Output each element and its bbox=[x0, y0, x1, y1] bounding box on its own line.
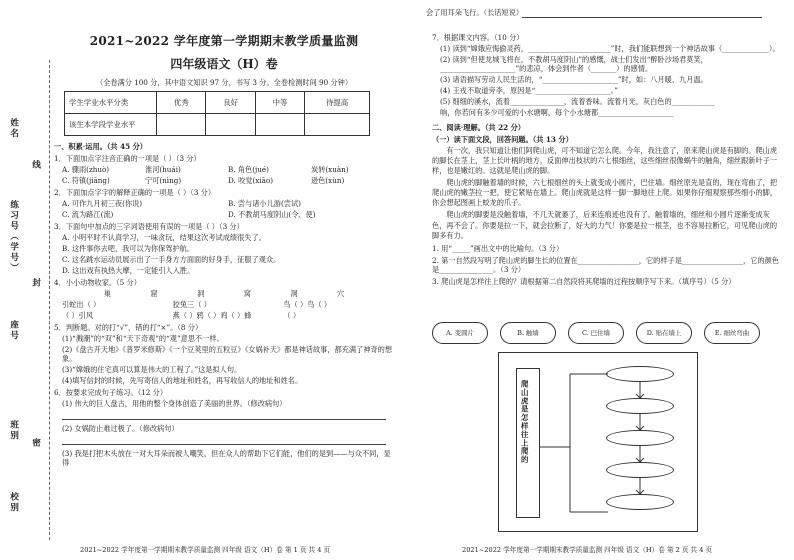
flow-step-2[interactable] bbox=[606, 398, 674, 414]
q1-options-row-1: A. 骤雨(zhuò) 淮河(huái) B. 角色(jué) 炭转(xuàn) bbox=[62, 165, 349, 174]
grade-row-1: 学生学业水平分类 优秀 良好 中等 待提高 bbox=[65, 92, 370, 114]
exam-subtitle: 四年级语文（H）卷 bbox=[170, 57, 278, 71]
step-option-d: D. 贴在墙上 bbox=[636, 322, 692, 344]
step-option-c: C. 巴住墙 bbox=[568, 322, 624, 344]
flow-step-1[interactable] bbox=[606, 366, 674, 382]
school-label: 校别 bbox=[8, 492, 19, 513]
q1-options-row-2: C. 符镇(jiāng) 宁可(nìng) D. 咬觉(xiāo) 逊色(xùn) bbox=[62, 176, 345, 185]
reading-1-heading: （一）读下面文段，回答问题。（共 13 分） bbox=[432, 135, 573, 144]
q6-answer-line-1[interactable] bbox=[62, 410, 386, 420]
reading-question-3: 3. 爬山虎是怎样往上爬的？请根据第二自然段将其爬墙的过程按顺序写下来。（填序号）（5 分） bbox=[432, 276, 736, 286]
q7-item-6: 响，你若问有多少可爱的小水塘啊，每个小水塘都_____________________ bbox=[440, 108, 674, 117]
right-content bbox=[432, 30, 782, 286]
flow-step-5[interactable] bbox=[606, 494, 674, 510]
seat-label: 座号 bbox=[8, 320, 19, 341]
exam-title: 2021~2022 学年度第一学期期末教学质量监测 bbox=[89, 34, 359, 48]
q7-item-2: (2) 读到“但使龙城飞将在，不教胡马度阴山”的感慨，战士们发出“醉卧沙场君莫笑，_____________________”的悲凉，体会到作者（_______）的感情。 bbox=[440, 55, 708, 73]
q3-option-b: B. 这件事你去吧，我可以为你保驾护航。 bbox=[62, 244, 195, 253]
question-6: 6．按要求完成句子练习。（12 分） bbox=[54, 388, 168, 397]
flow-step-4[interactable] bbox=[606, 462, 674, 478]
question-3: 3．下面句中加点的三字词语使用有误的一项是（ ）（3 分） bbox=[54, 222, 244, 231]
passage-paragraph-3: 爬山虎的脚要是没触着墙，不几天就萎了，后来连痕迹也没有了。触着墙的，细丝和小圆片逐渐变成灰色，再不会了。你要是拉一下，就会拉断了，好大的力气！你要是拉一根茎，也不容易拉断它，可见爬山虎的脚多有力。 bbox=[432, 210, 778, 240]
flow-step-3[interactable] bbox=[606, 430, 674, 446]
q6-answer-line-2[interactable] bbox=[62, 435, 386, 445]
q4-blanks-row-2: （ ）引风 燕（ ）鸦（ ）鸡（ ）蜂 （ ） bbox=[62, 311, 301, 320]
passage-paragraph-1: 有一次，我只知道让他们阿爬山虎，可不知道它怎么爬。今年，我注意了，原来爬山虎是有脚的。爬山虎的脚长在茎上，茎上长叶柄的地方，反面伸出枝状的六七根细丝，这些细丝很像蜗牛的触角，细丝跟新叶子一样，也是嫩红的。这就是爬山虎的脚。 bbox=[432, 146, 778, 176]
left-content bbox=[54, 12, 394, 467]
q5-item-1: (1)“溅潮”的“双”和“天下奇观”的“观”意思不一样。 bbox=[62, 334, 224, 343]
flow-label: 爬山虎是怎样往上爬的 bbox=[520, 380, 530, 464]
exam-note: （全卷满分 100 分，其中语文知识 97 分，书写 3 分。全卷检测时间 90 分钟） bbox=[95, 78, 353, 87]
section-2-heading: 二、阅读·理解。（共 22 分） bbox=[432, 123, 525, 132]
q7-item-3: (3) 诸语描写劳动人民生活的，“_____________________”时，如：八月暖、九月温。 bbox=[440, 75, 708, 84]
name-label: 姓名 bbox=[8, 118, 19, 139]
q2-options-row-1: A. 可作九月初三夜(你说) B. 尝与诸小儿游(尝试) bbox=[62, 199, 301, 208]
q3-option-c: C. 这名跳水运动员展示出了一手身方方面面的好身手，征服了观众。 bbox=[62, 255, 281, 264]
carryover-line: 会了用耳朵飞行。（长话短说） bbox=[426, 8, 524, 17]
q6-item-1: (1) 伟大的巨人盘古，用他的整个身体创造了美丽的世界。（修改病句） bbox=[62, 399, 287, 408]
q5-item-4: (4)填写信封的时候，先写寄信人的地址和姓名，再写收信人的地址和姓名。 bbox=[62, 376, 303, 385]
q5-item-3: (3)“嫦娥的住宅真可以算是伟大的工程了。”这是拟人句。 bbox=[62, 365, 242, 374]
grade-table bbox=[64, 91, 370, 136]
q5-item-2: (2)《盘古开天地》《普罗米修斯》《一个豆荚里的五粒豆》《女娲补天》都是神话故事，都充满了神奇的想象。 bbox=[62, 345, 393, 363]
section-1-heading: 一、积累·运用。（共 45 分） bbox=[54, 142, 147, 151]
question-5: 5．判断题。对的打“√”，错的打“×”。（8 分） bbox=[54, 323, 203, 332]
q7-item-4: (4) 王戎不取道旁李，原因是“_____________________。” bbox=[440, 86, 618, 95]
q6-item-2: (2) 女娲防止难过极了。（修改病句） bbox=[62, 424, 179, 433]
dense-label: 密 bbox=[30, 438, 41, 449]
q7-item-5: (5) 细细的溪水，流着_______________，流着香味。流着月光，灰白色的____________ bbox=[440, 97, 715, 106]
step-option-e: E. 细丝弯曲 bbox=[704, 322, 760, 344]
grade-row-2: 该生本学段学业水平 bbox=[65, 114, 370, 136]
question-4: 4．小小动物收家。（5 分） bbox=[54, 278, 141, 287]
q6-item-3: (3) 我是打把木头放在一对大耳朵而被人嘲笑，但在众人的帮助下它们能，他们的是到——与众不同，显得 bbox=[62, 449, 391, 467]
q2-options-row-2: C. 流为路江(流) D. 不教胡马度阴山(令、使) bbox=[62, 210, 316, 219]
reading-question-1: 1. 用“_____”画出文中的比喻句。（3 分） bbox=[432, 243, 564, 253]
passage-paragraph-2: 爬山虎的脚触着墙的时候，六七根细丝的头上就变成小圆片，巴住墙。细丝原先是直的，现在弯曲了，把爬山虎的嫩茎拉一把，使它紧贴在墙上。爬山虎就是这样一脚一脚地往上爬。如果你仔细观察那些细小的脚，你会想起图画上蛟龙的爪子。 bbox=[432, 178, 778, 208]
q4-word-bank: 巢 窟 洞 窝 洞 穴 bbox=[103, 289, 345, 298]
question-1: 1．下面加点字注音正确的一项是（ ）（3 分） bbox=[54, 154, 201, 163]
step-option-a: A. 变圆片 bbox=[432, 322, 488, 344]
seal-label: 封 bbox=[30, 278, 41, 289]
right-footer: 2021~2022 学年度第一学期期末教学质量监测 四年级 语文（H）卷 第 2 页 共 4 页 bbox=[462, 545, 713, 554]
q3-option-d: D. 这出戏有执热大摩，一定能引人入胜。 bbox=[62, 266, 195, 275]
carryover-answer-line[interactable] bbox=[522, 17, 762, 18]
exam-no-label: 练习号（学号） bbox=[8, 200, 19, 274]
class-label: 班别 bbox=[8, 420, 19, 441]
question-2: 2．下面加点字字的解释正确的一项是（ ）（3 分） bbox=[54, 188, 216, 197]
left-footer: 2021~2022 学年度第一学期期末教学质量监测 四年级 语文（H）卷 第 1 页 共 4 页 bbox=[80, 545, 331, 554]
q7-item-1: (1) 读到“嫦娥应悔偷灵药，_______________________”时，我们能联想到一个神话故事（_____________）。 bbox=[440, 44, 780, 53]
line-label: 线 bbox=[30, 160, 41, 171]
step-option-b: B. 触墙 bbox=[500, 322, 556, 344]
q3-option-a: A. 小明平时不认真学习，一味贪玩，结果这次考试成绩很失了。 bbox=[62, 233, 266, 242]
reading-question-2: 2. 第一自然段写明了爬山虎的脚生长的位置在_________________，它的样子是_________________，它的颜色是_______________。（3 分） bbox=[432, 255, 779, 274]
question-7: 7．根据课文内容。（10 分） bbox=[432, 33, 524, 42]
right-page bbox=[402, 0, 794, 560]
q4-blanks-row-1: 引蛇出（ ） 狡兔三（ ） 鸟（ ）鸟（ ） bbox=[62, 300, 332, 309]
